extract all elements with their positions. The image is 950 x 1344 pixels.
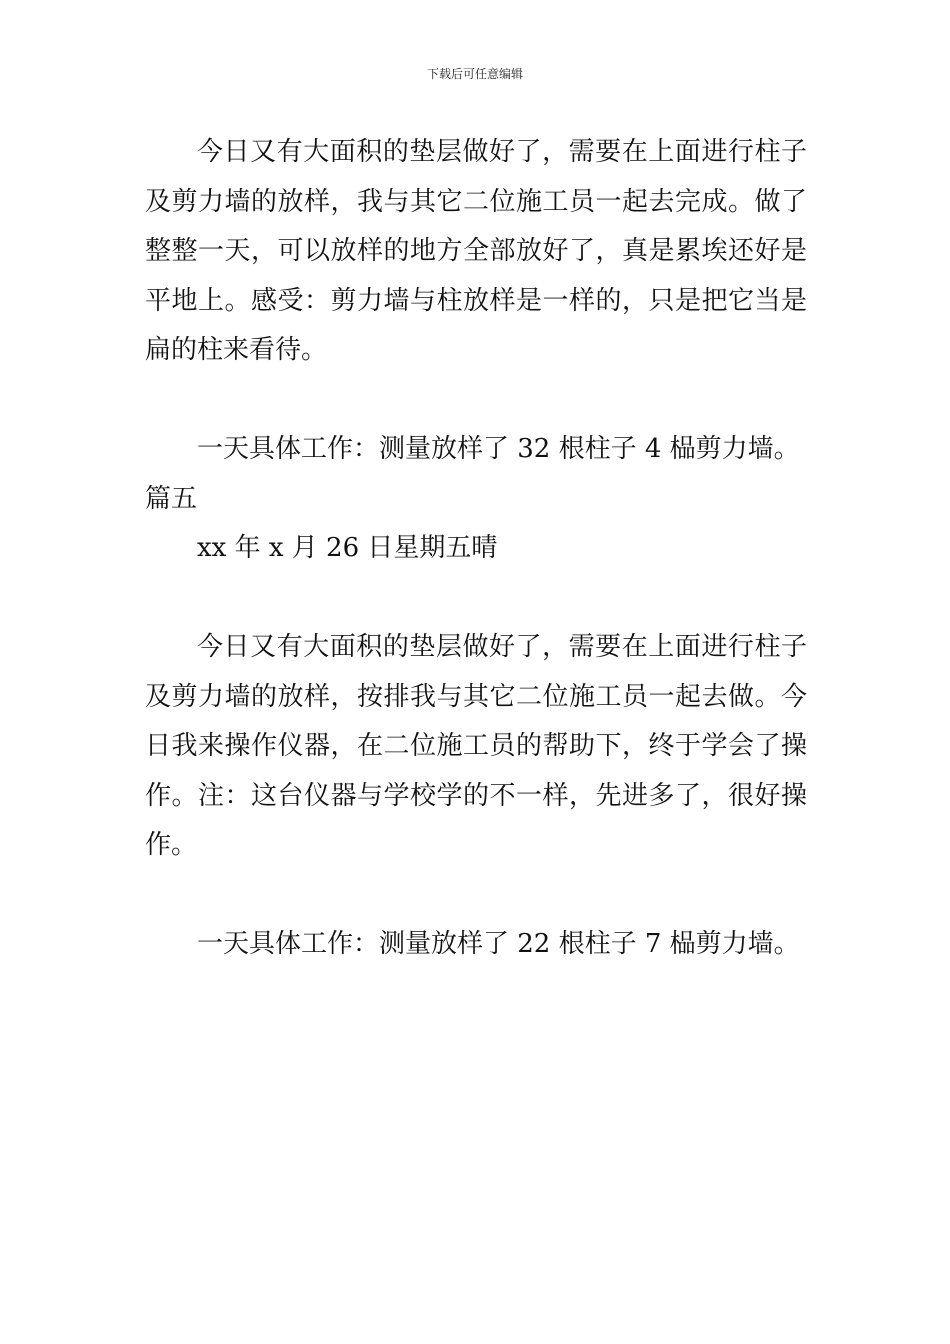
paragraph-1: 今日又有大面积的垫层做好了，需要在上面进行柱子及剪力墙的放样，我与其它二位施工员一起去完成。做了整整一天，可以放样的地方全部放好了，真是累埃还好是平地上。感受：剪力墙与柱放样是一样的，只是把它当是扁的柱来看待。 [145, 137, 807, 365]
section-heading: 篇五 [145, 483, 198, 514]
document-body [145, 128, 807, 970]
paragraph-gap [145, 376, 807, 426]
paragraph-gap [145, 574, 807, 624]
paragraph-gap [145, 871, 807, 921]
date-line: xx 年 x 月 26 日星期五晴 [197, 533, 498, 563]
paragraph-4: 一天具体工作：测量放样了 22 根柱子 7 榀剪力墙。 [197, 929, 800, 959]
header-note: 下载后可任意编辑 [426, 67, 523, 81]
paragraph-3: 今日又有大面积的垫层做好了，需要在上面进行柱子及剪力墙的放样，按排我与其它二位施工员一起去做。今日我来操作仪器，在二位施工员的帮助下，终于学会了操作。注：这台仪器与学校学的不一样，先进多了，很好操作。 [145, 632, 807, 860]
paragraph-2: 一天具体工作：测量放样了 32 根柱子 4 榀剪力墙。 [197, 434, 800, 464]
